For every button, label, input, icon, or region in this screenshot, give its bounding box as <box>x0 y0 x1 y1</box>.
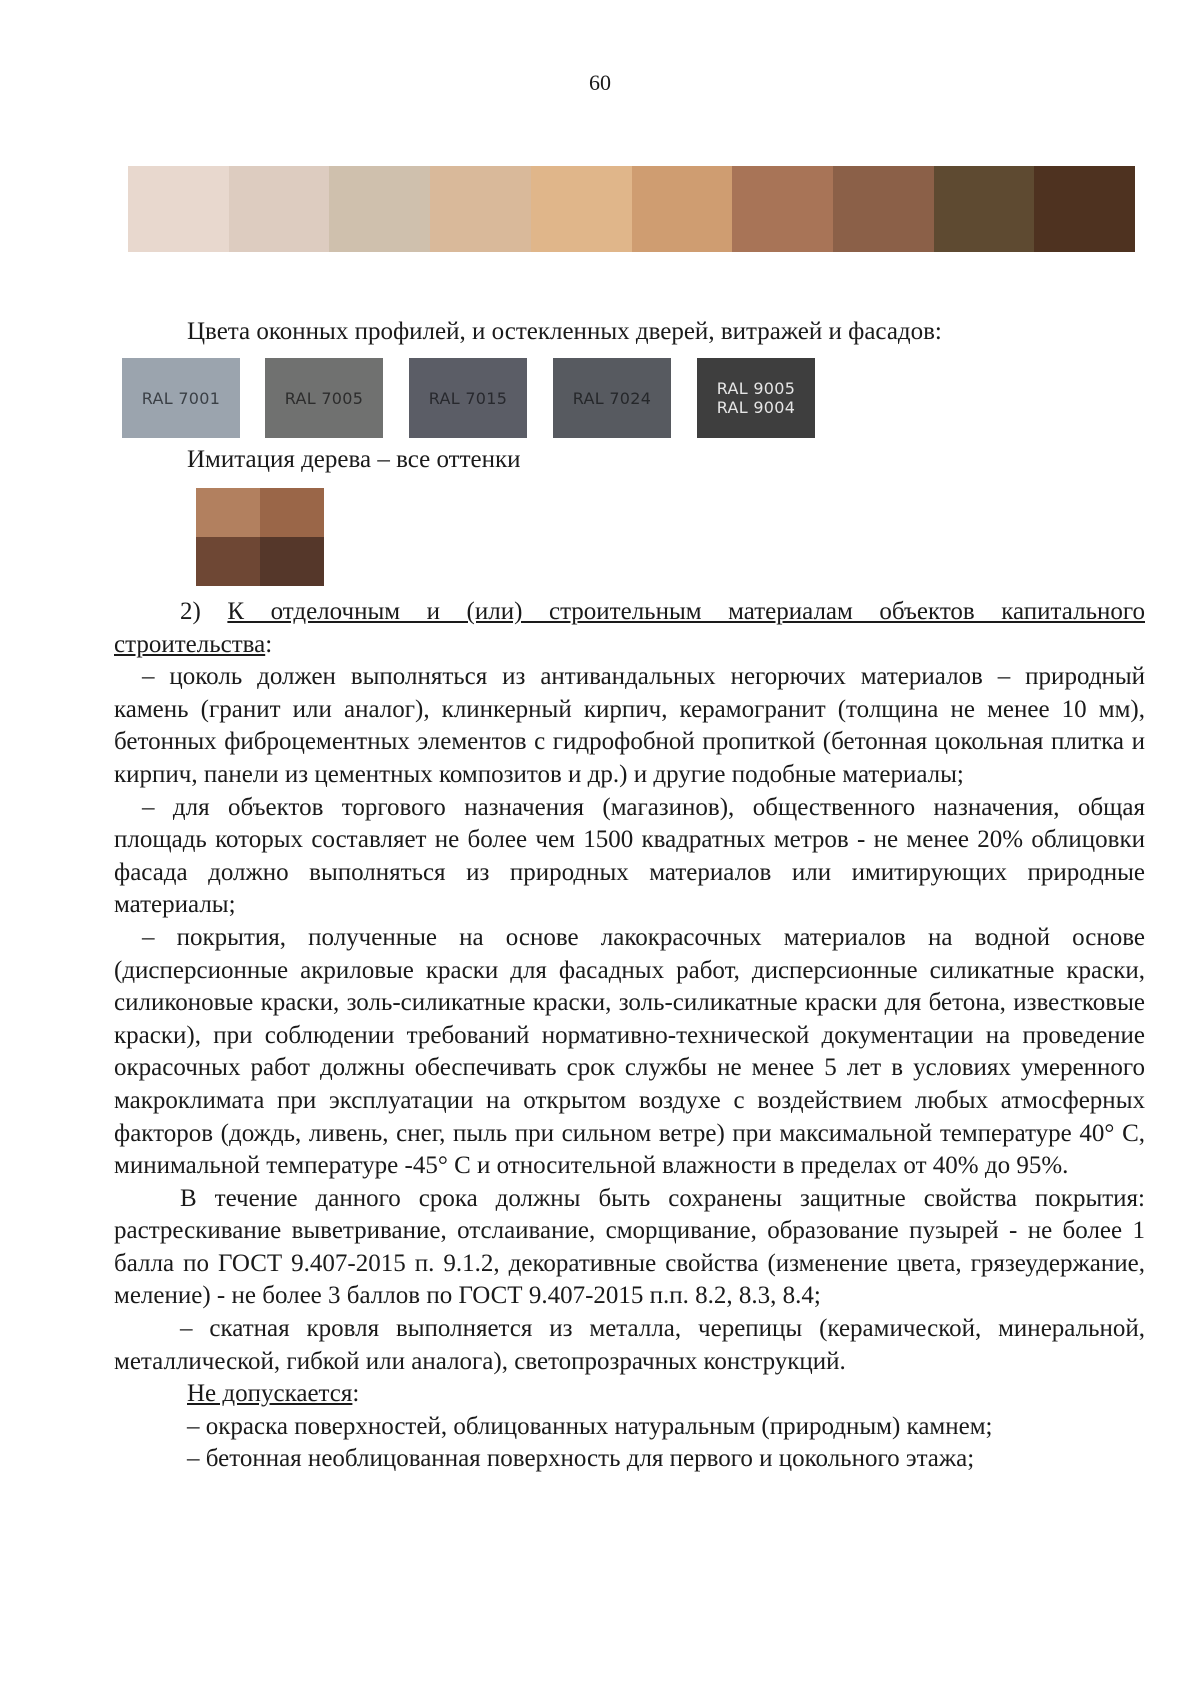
ral-code-label: RAL 7024 <box>572 388 652 408</box>
not-allowed-item-1: – окраска поверхностей, облицованных натуральным (природным) камнем; <box>187 1412 993 1440</box>
not-allowed-label: Не допускается <box>187 1380 353 1408</box>
section-2-title: К отделочным и (или) строительным материалам объектов капитального строительства <box>114 598 1145 658</box>
wood-swatch <box>260 488 324 537</box>
palette-swatch <box>934 166 1035 252</box>
coating-term-paragraph: В течение данного срока должны быть сохранены защитные свойства покрытия: растрескивание выветривание, отслаивание, сморщивание, образование пузырей - не более 1 балла по ГОСТ 9.407-2015 п. 9.1.2, декоративные свойства (изменение цвета, грязеудержание, меление) - не более 3 баллов по ГОСТ 9.407-2015 п.п. 8.2, 8.3, 8.4; <box>114 1184 1145 1310</box>
section-2-body <box>114 596 1145 1476</box>
ral-code-label: RAL 7005 <box>284 388 364 408</box>
ral-swatch <box>409 358 527 438</box>
palette-swatch <box>833 166 934 252</box>
section-2-heading <box>114 596 1145 661</box>
not-allowed-item-2: – бетонная необлицованная поверхность для первого и цокольного этажа; <box>187 1445 975 1473</box>
plinth-requirement: – цоколь должен выполняться из антивандальных негорючих материалов – природный камень (гранит или аналог), клинкерный кирпич, керамогранит (толщина не менее 10 мм), бетонных фиброцементных элементов с гидрофобной пропиткой (бетонная цокольная плитка и кирпич, панели из цементных композитов и др.) и другие подобные материалы; <box>114 663 1145 788</box>
ral-code-label: RAL 9004 <box>716 398 796 417</box>
color-palette-strip <box>128 166 1135 252</box>
ral-swatch <box>697 358 815 438</box>
palette-swatch <box>128 166 229 252</box>
wood-imitation-swatches <box>196 488 324 586</box>
not-allowed-heading <box>114 1378 1145 1411</box>
wood-imitation-caption: Имитация дерева – все оттенки <box>187 446 521 473</box>
roof-requirement: – скатная кровля выполняется из металла, черепицы (керамической, минеральной, металлической, гибкой или аналога), светопрозрачных конструкций. <box>114 1315 1145 1375</box>
palette-swatch <box>329 166 430 252</box>
wood-swatch <box>196 488 260 537</box>
palette-swatch <box>732 166 833 252</box>
palette-swatch <box>632 166 733 252</box>
ral-code-label: RAL 7015 <box>428 388 508 408</box>
wood-swatch <box>260 537 324 586</box>
ral-swatch <box>122 358 240 438</box>
page-number: 60 <box>589 70 611 95</box>
palette-swatch <box>531 166 632 252</box>
not-allowed-colon: : <box>352 1380 360 1408</box>
ral-swatch <box>265 358 383 438</box>
section-2-title-colon: : <box>265 630 273 658</box>
ral-swatch <box>553 358 671 438</box>
window-colors-caption: Цвета оконных профилей, и остекленных дверей, витражей и фасадов: <box>187 318 942 345</box>
ral-code-label: RAL 7001 <box>141 388 221 408</box>
ral-code-label: RAL 9005 <box>716 379 796 398</box>
palette-swatch <box>1034 166 1135 252</box>
trade-objects-requirement: – для объектов торгового назначения (магазинов), общественного назначения, общая площадь которых составляет не более чем 1500 квадратных метров - не менее 20% облицовки фасада должно выполняться из природных материалов или имитирующих природные материалы; <box>114 793 1145 919</box>
palette-swatch <box>229 166 330 252</box>
ral-swatch-row <box>122 358 822 438</box>
coatings-requirement: – покрытия, полученные на основе лакокрасочных материалов на водной основе (дисперсионные акриловые краски для фасадных работ, дисперсионные силикатные краски, силиконовые краски, золь-силикатные краски, золь-силикатные краски для бетона, известковые краски), при соблюдении требований нормативно-технической документации на проведение окрасочных работ должны обеспечивать срок службы не менее 5 лет в условиях умеренного макроклимата при эксплуатации на открытом воздухе с воздействием любых атмосферных факторов (дождь, ливень, снег, пыль при сильном ветре) при максимальной температуре 40° С, минимальной температуре -45° С и относительной влажности в пределах от 40% до 95%. <box>114 923 1145 1180</box>
wood-swatch <box>196 537 260 586</box>
palette-swatch <box>430 166 531 252</box>
section-2-number: 2) <box>180 598 228 625</box>
